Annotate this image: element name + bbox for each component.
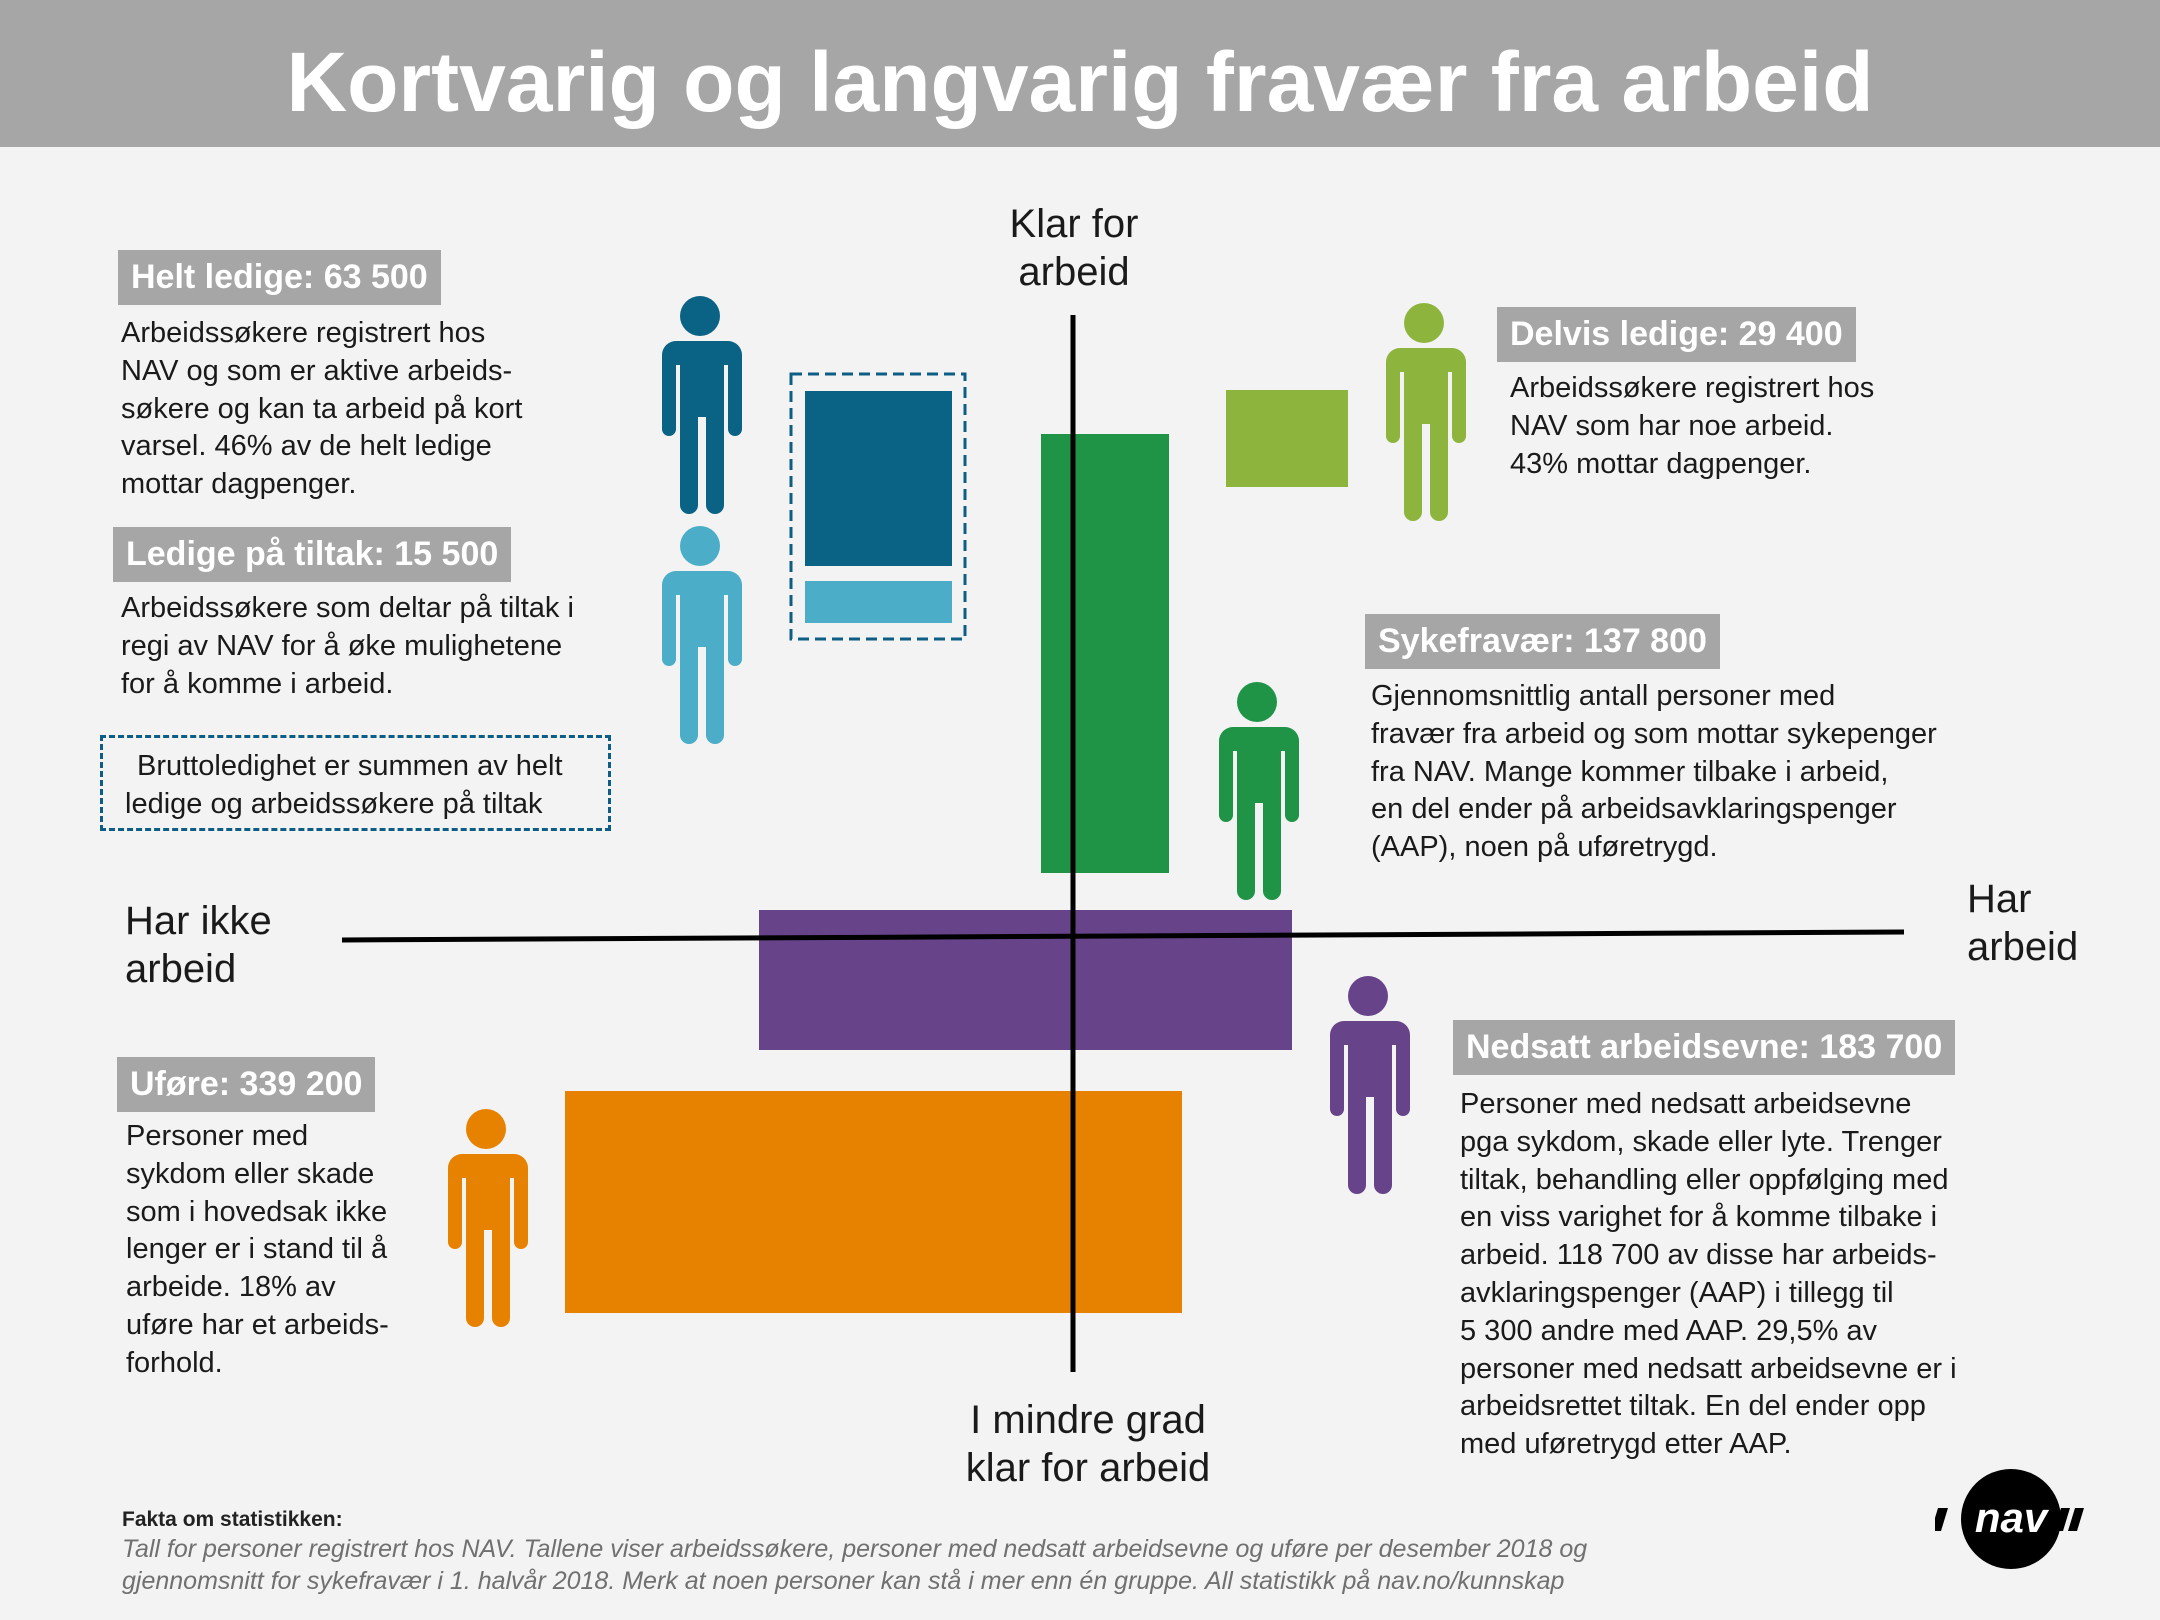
bar-ufore bbox=[565, 1091, 1182, 1313]
bruttoledighet-note: Bruttoledighet er summen av helt ledige og arbeidssøkere på tiltak bbox=[100, 735, 611, 831]
desc-sykefravaer: Gjennomsnittlig antall personer med fravær fra arbeid og som mottar sykepenger fra NAV. Mange kommer tilbake i arbeid, en del ender på arbeidsavklaringspenger (AAP), noen på uføretrygd. bbox=[1371, 680, 1937, 864]
person-icon-helt-ledige bbox=[662, 296, 742, 514]
badge-nedsatt-arbeidsevne: Nedsatt arbeidsevne: 183 700 bbox=[1453, 1020, 1955, 1075]
axis-label-bottom: I mindre grad klar for arbeid bbox=[965, 1398, 1211, 1490]
desc-delvis-ledige: Arbeidssøkere registrert hos NAV som har noe arbeid. 43% mottar dagpenger. bbox=[1510, 372, 1875, 480]
person-icon-delvis-ledige bbox=[1386, 303, 1466, 521]
nav-logo bbox=[1935, 1466, 2085, 1574]
person-icon-nedsatt-arbeidsevne bbox=[1330, 976, 1410, 1194]
badge-ledige-tiltak: Ledige på tiltak: 15 500 bbox=[113, 527, 511, 582]
person-icon-sykefravaer bbox=[1219, 682, 1299, 900]
bar-delvis-ledige bbox=[1226, 390, 1348, 487]
footer-text: Tall for personer registrert hos NAV. Tallene viser arbeidssøkere, personer med nedsatt arbeidsevne og uføre per desember 2018 og gjennomsnitt for sykefravær i 1. halvår 2018. Merk at noen personer kan stå i mer enn én gruppe. All statistikk på nav.no/kunnskap bbox=[122, 1535, 1588, 1595]
badge-helt-ledige: Helt ledige: 63 500 bbox=[118, 250, 441, 305]
axis-label-top: Klar for arbeid bbox=[1009, 202, 1139, 294]
bar-helt-ledige bbox=[805, 391, 952, 566]
badge-sykefravaer: Sykefravær: 137 800 bbox=[1365, 614, 1720, 669]
bar-nedsatt-arbeidsevne bbox=[759, 910, 1292, 1050]
desc-nedsatt-arbeidsevne: Personer med nedsatt arbeidsevne pga sykdom, skade eller lyte. Trenger tiltak, behandling eller oppfølging med en viss varighet for å komme tilbake i arbeid. 118 700 av disse har arbeids- avklaringspenger (AAP) i tillegg til 5 300 andre med AAP. 29,5% av personer med nedsatt arbeidsevne er i arbeidsrettet tiltak. En del ender opp med uføretrygd etter AAP. bbox=[1460, 1088, 1957, 1461]
axis-label-right: Har arbeid bbox=[1967, 877, 2079, 969]
desc-ledige-tiltak: Arbeidssøkere som deltar på tiltak i regi av NAV for å øke mulighetene for å komme i arbeid. bbox=[121, 592, 574, 700]
person-icon-ledige-tiltak bbox=[662, 526, 742, 744]
bar-sykefravaer bbox=[1041, 434, 1169, 873]
bar-ledige-tiltak bbox=[805, 581, 952, 623]
badge-delvis-ledige: Delvis ledige: 29 400 bbox=[1497, 307, 1856, 362]
page-title: Kortvarig og langvarig fravær fra arbeid bbox=[286, 35, 1874, 129]
desc-ufore: Personer med sykdom eller skade som i hovedsak ikke lenger er i stand til å arbeide. 18% av uføre har et arbeids- forhold. bbox=[126, 1120, 389, 1379]
desc-helt-ledige: Arbeidssøkere registrert hos NAV og som er aktive arbeids- søkere og kan ta arbeid på kort varsel. 46% av de helt ledige mottar dagpenger. bbox=[121, 317, 523, 501]
nav-logo-text: nav bbox=[1974, 1494, 2048, 1541]
footer-title: Fakta om statistikken: bbox=[122, 1508, 343, 1531]
axis-label-left: Har ikke arbeid bbox=[125, 899, 272, 991]
badge-ufore: Uføre: 339 200 bbox=[117, 1057, 375, 1112]
person-icon-ufore bbox=[448, 1109, 528, 1327]
